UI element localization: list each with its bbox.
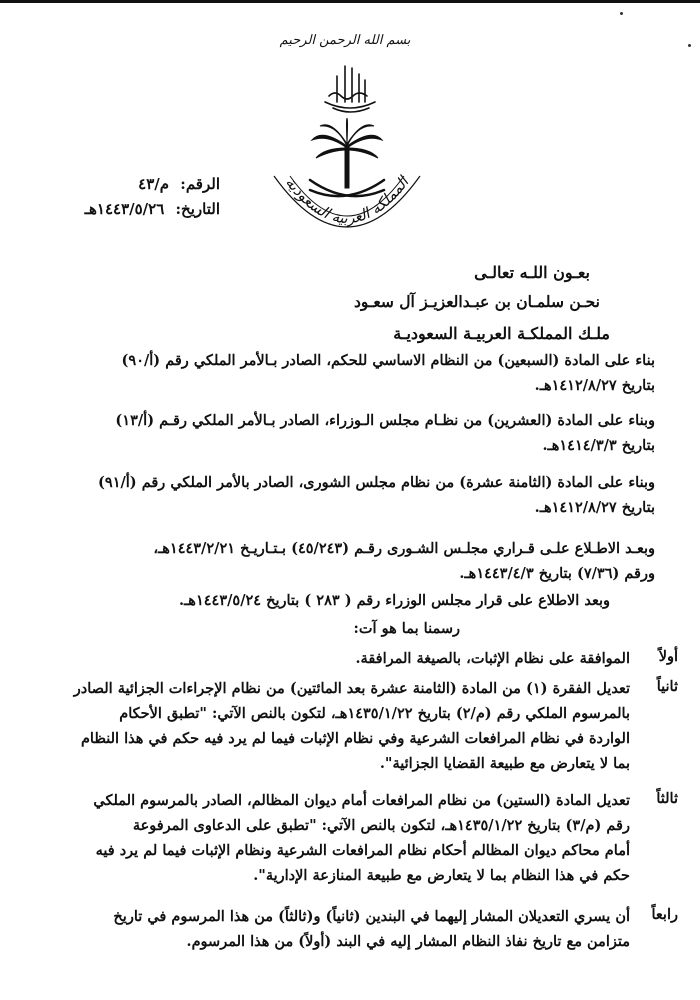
cabinet-decision-line: وبعد الاطلاع على قرار مجلس الوزراء رقم ( ٢٨٣ ) بتاريخ ١٤٤٣/٥/٢٤هـ. [179,592,610,609]
opening-line-3: ملـك المملكـة العربيـة السعوديـة [393,324,610,343]
preamble-1-row-2: بتاريخ ١٤١٢/٨/٢٧هـ. [534,377,655,394]
item-fourth-text [30,904,630,954]
opening-line-2: نحـن سلمـان بن عبـدالعزيـز آل سعـود [353,292,600,311]
item-label-second: ثانياً [656,678,678,695]
item-third-row-3: أمام محاكم ديوان المظالم أحكام نظام المرافعات الشرعية ونظام الإثبات فيما لم يرد فيه [95,842,630,859]
item-second-row-2: بالمرسوم الملكي رقم (م/٢) بتاريخ ١٤٣٥/١/٢٢هـ، لتكون بالنص الآتي: "تطبق الأحكام [119,705,630,722]
item-fourth-row-1: أن يسري التعديلان المشار إليهما في البندين (ثانياً) و(ثالثاً) من هذا المرسوم في تاريخ [113,908,630,925]
item-first-text [50,646,630,671]
ref-date [40,200,220,218]
preamble-3-row-2: بتاريخ ١٤١٢/٨/٢٧هـ. [534,499,655,516]
ref-number-label: الرقم: [180,175,220,193]
item-second-text [30,676,630,776]
item-second-row-4: بما لا يتعارض مع طبيعة القضايا الجزائية". [379,755,630,772]
saudi-emblem-icon [262,118,432,243]
top-border-rule [0,0,700,3]
item-second-row-1: تعديل الفقرة (١) من المادة (الثامنة عشرة بعد المائتين) من نظام الإجراءات الجزائية الصادر [73,680,630,697]
item-third-row-4: حكم في هذا النظام بما لا يتعارض مع طبيعة المنازعة الإدارية". [253,867,630,884]
item-third-text [30,788,630,888]
preamble-4-row-1: وبعـد الاطـلاع علـى قـراري مجلـس الشـورى رقـم (٤٥/٢٤٣) بـتـاريـخ ١٤٤٣/٢/٢١هـ، [153,540,655,557]
ref-number-value: م/٤٣ [138,175,170,193]
item-third-row-2: رقم (م/٣) بتاريخ ١٤٣٥/١/٢٢هـ، لتكون بالنص الآتي: "تطبق على الدعاوى المرفوعة [132,817,630,834]
decree-intro: رسمنا بما هو آت: [353,620,460,637]
emblem-arc-text: المملكة العربية السعودية [281,173,413,228]
basmala: بسم الله الرحمن الرحيم [279,33,411,48]
preamble-paragraph-3 [35,470,655,520]
preamble-paragraph-4 [30,536,655,586]
item-label-third: ثالثاً [656,790,678,807]
preamble-2-row-1: وبناء على المادة (العشرين) من نظـام مجلس الـوزراء، الصادر بـالأمر الملكي رقـم (أ/١٣) [115,412,655,429]
item-second-row-3: الواردة في نظام المرافعات الشرعية وفي نظام الإثبات فيما لم يرد فيه حكم في هذا النظام [80,730,630,747]
preamble-paragraph-1 [35,348,655,398]
item-label-first: أولاً [658,648,678,665]
scan-speck [620,12,623,15]
ref-date-value: ١٤٤٣/٥/٢٦هـ [84,200,165,218]
preamble-2-row-2: بتاريخ ١٤١٤/٣/٣هـ. [542,437,655,454]
ref-date-label: التاريخ: [175,200,220,218]
item-third-row-1: تعديل المادة (الستين) من نظام المرافعات أمام ديوان المظالم، الصادر بالمرسوم الملكي [93,792,630,809]
preamble-3-row-1: وبناء على المادة (الثامنة عشرة) من نظام مجلس الشورى، الصادر بالأمر الملكي رقم (أ/٩١) [98,474,655,491]
item-label-fourth: رابعاً [651,906,678,923]
royal-tughra-signature [315,62,385,117]
scan-speck [688,44,691,47]
preamble-paragraph-2 [35,408,655,458]
opening-line-1: بعـون اللـه تعالـى [474,263,590,282]
preamble-4-row-2: ورقم (٧/٣٦) بتاريخ ١٤٤٣/٤/٣هـ. [459,565,655,582]
ref-number [40,175,220,193]
item-fourth-row-2: متزامن مع تاريخ نفاذ النظام المشار إليه في البند (أولاً) من هذا المرسوم. [186,933,630,950]
preamble-1-row-1: بناء على المادة (السبعين) من النظام الاساسي للحكم، الصادر بـالأمر الملكي رقم (أ/٩٠) [121,352,655,369]
item-first-row: الموافقة على نظام الإثبات، بالصيغة المرافقة. [355,650,630,667]
